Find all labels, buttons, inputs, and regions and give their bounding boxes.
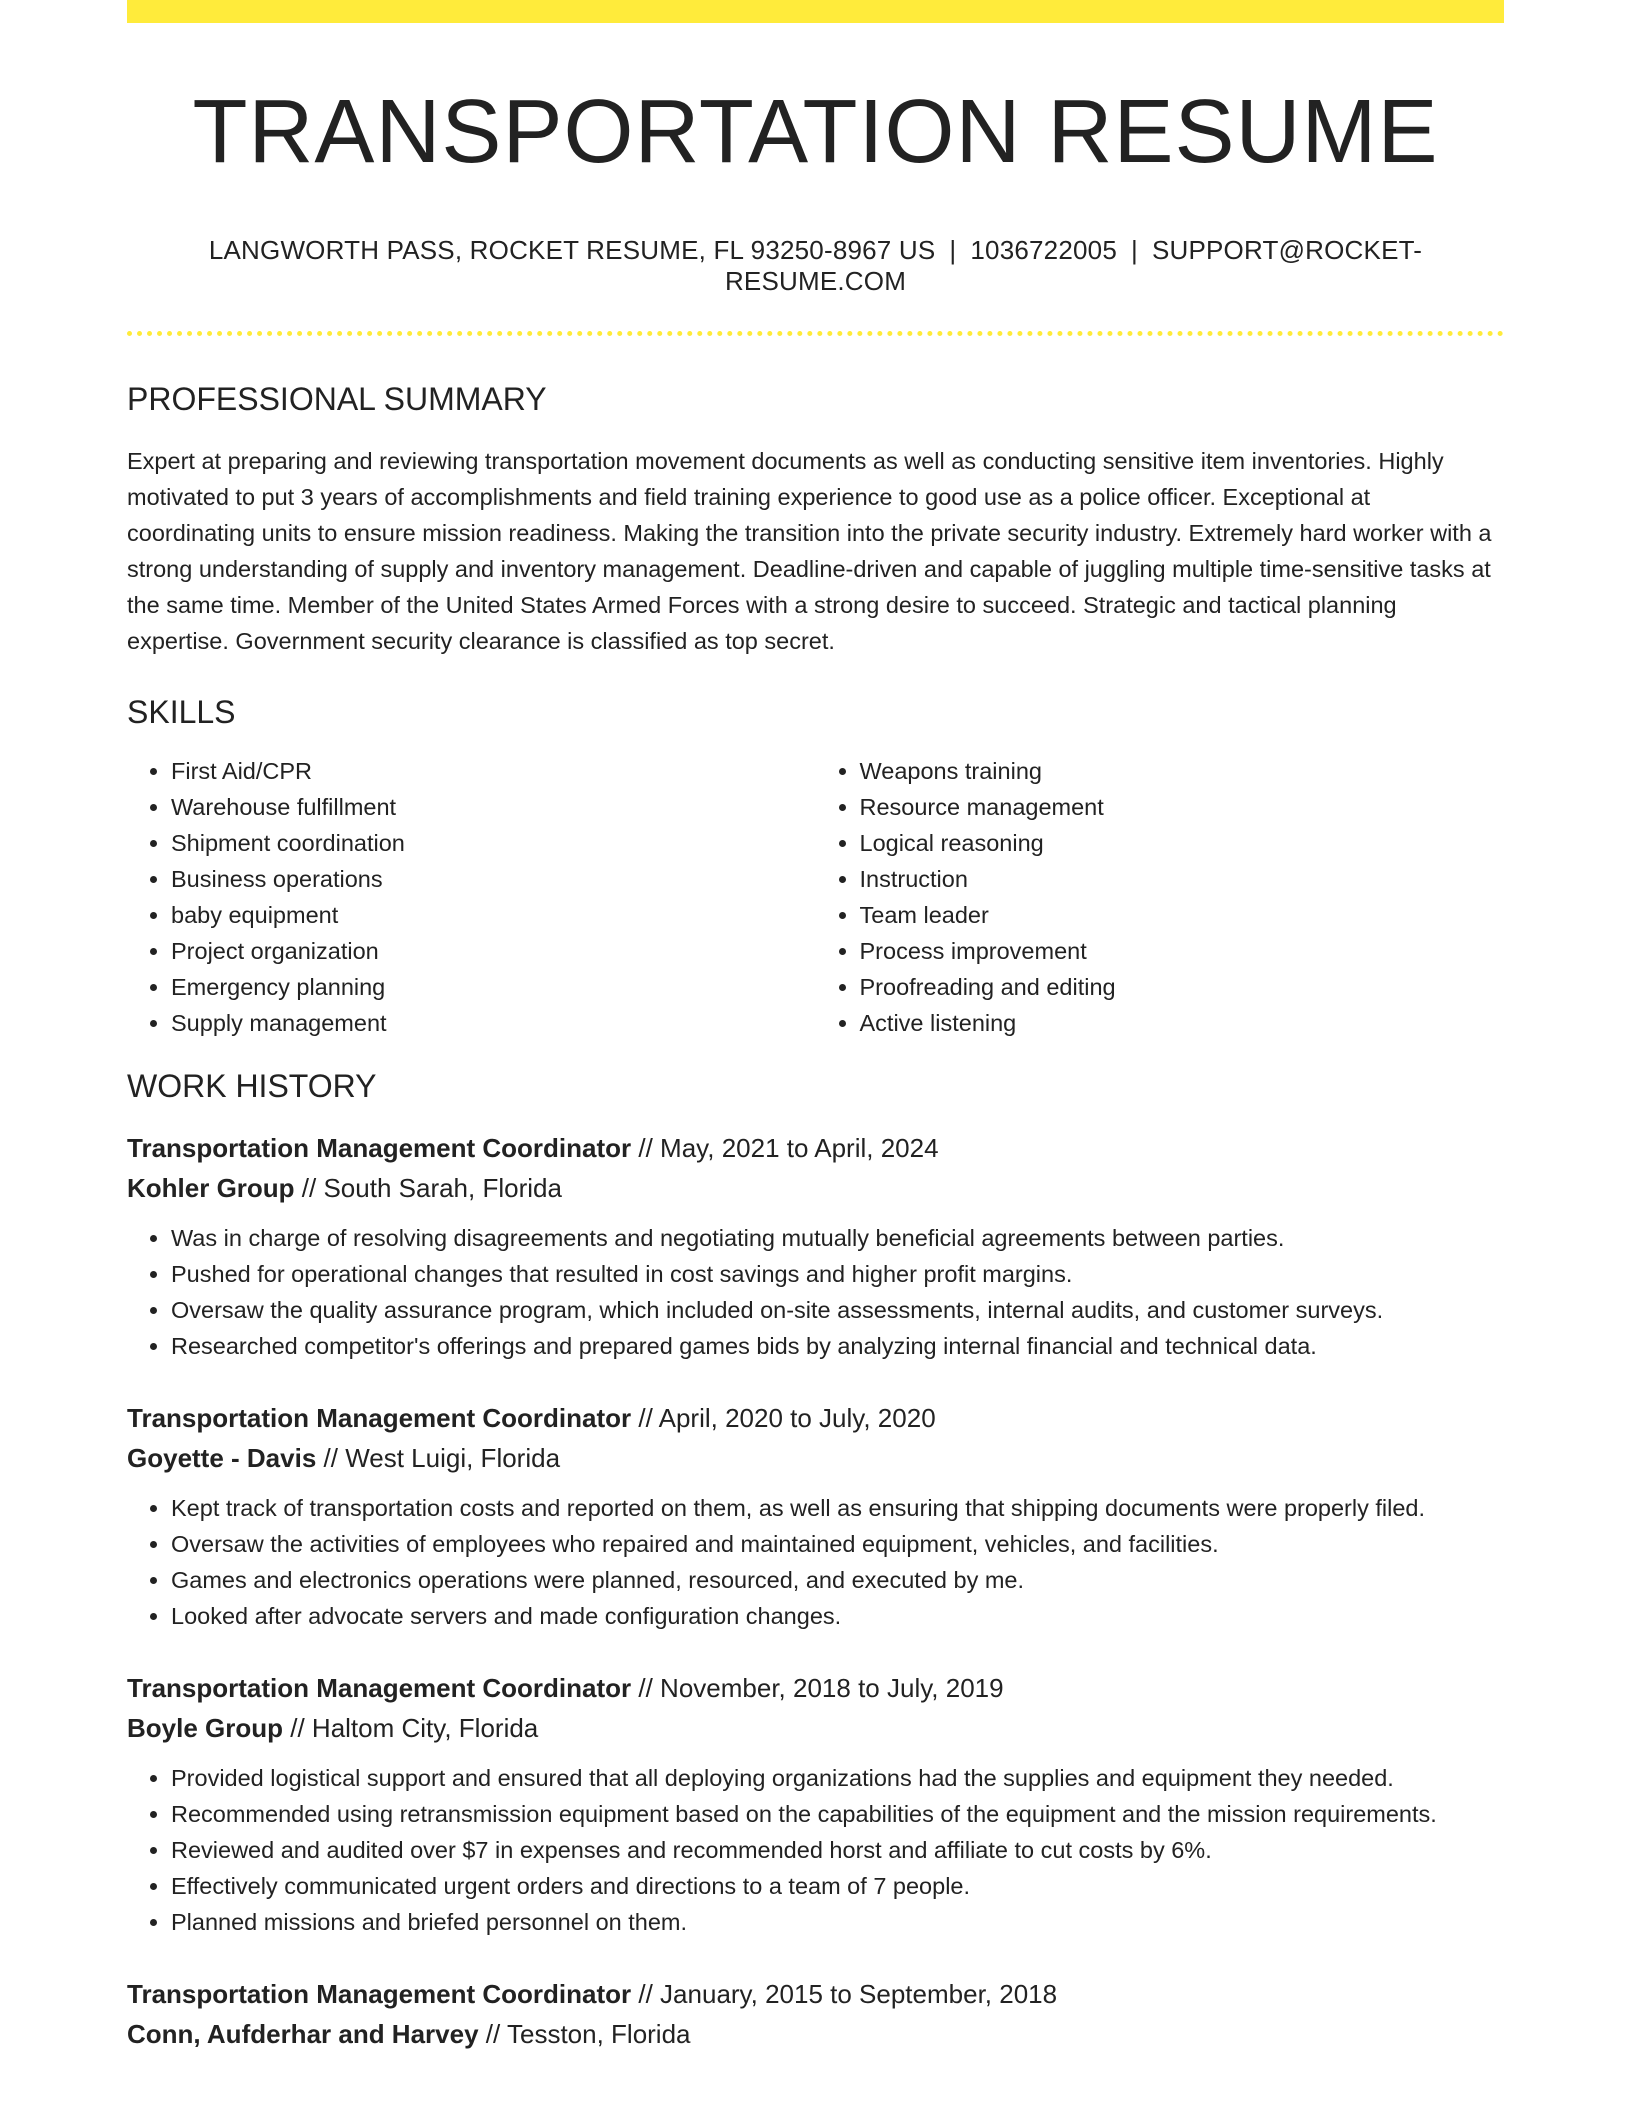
skills-list xyxy=(127,753,1504,1041)
contact-separator: | xyxy=(949,235,957,265)
skill-item: • Project organization xyxy=(171,933,816,969)
job-role: Transportation Management Coordinator xyxy=(127,1672,632,1703)
job-role: Transportation Management Coordinator xyxy=(127,1132,632,1163)
job-bullets xyxy=(127,1760,1504,1940)
skills-column-left xyxy=(127,753,816,1041)
job-role-line xyxy=(127,1668,1504,1708)
summary-heading: PROFESSIONAL SUMMARY xyxy=(127,381,547,418)
skill-item: • Warehouse fulfillment xyxy=(171,789,816,825)
job-bullet: • Reviewed and audited over $7 in expenses and recommended horst and affiliate to cut costs by 6%. xyxy=(171,1832,1504,1868)
job-company-line xyxy=(127,1438,1504,1478)
job-bullet: • Oversaw the quality assurance program, which included on-site assessments, internal audits, and customer surveys. xyxy=(171,1292,1504,1328)
skill-item: • Shipment coordination xyxy=(171,825,816,861)
resume-title: TRANSPORTATION RESUME xyxy=(192,82,1439,182)
job-location: // Haltom City, Florida xyxy=(290,1712,539,1743)
skill-item: • First Aid/CPR xyxy=(171,753,816,789)
skills-column-right xyxy=(816,753,1505,1041)
top-accent-bar xyxy=(127,0,1504,23)
job-location: // South Sarah, Florida xyxy=(301,1172,562,1203)
skill-item: • Team leader xyxy=(860,897,1505,933)
contact-phone: 1036722005 xyxy=(970,235,1117,265)
job-bullet: • Provided logistical support and ensured that all deploying organizations had the supplies and equipment they needed. xyxy=(171,1760,1504,1796)
skill-item: • Supply management xyxy=(171,1005,816,1041)
job-location: // Tesston, Florida xyxy=(485,2018,691,2049)
job-bullet: • Planned missions and briefed personnel on them. xyxy=(171,1904,1504,1940)
job-role-line xyxy=(127,1398,1504,1438)
job-bullet: • Was in charge of resolving disagreements and negotiating mutually beneficial agreements between parties. xyxy=(171,1220,1504,1256)
job-company: Conn, Aufderhar and Harvey xyxy=(127,2018,479,2049)
job-bullet: • Researched competitor's offerings and prepared games bids by analyzing internal financial and technical data. xyxy=(171,1328,1504,1364)
job-dates: // May, 2021 to April, 2024 xyxy=(638,1132,939,1163)
contact-line xyxy=(127,235,1504,297)
skill-item: • Logical reasoning xyxy=(860,825,1505,861)
job-role-line xyxy=(127,1974,1504,2014)
job-bullets xyxy=(127,1490,1504,1634)
job-company: Goyette - Davis xyxy=(127,1442,317,1473)
job-bullets xyxy=(127,1220,1504,1364)
skill-item: • Resource management xyxy=(860,789,1505,825)
job-company-line xyxy=(127,2014,1504,2054)
job-role-line xyxy=(127,1128,1504,1168)
job-entry xyxy=(127,1128,1504,1364)
job-company: Kohler Group xyxy=(127,1172,295,1203)
job-dates: // January, 2015 to September, 2018 xyxy=(638,1978,1058,2009)
job-dates: // April, 2020 to July, 2020 xyxy=(638,1402,936,1433)
job-entry xyxy=(127,1398,1504,1634)
job-bullet: • Games and electronics operations were planned, resourced, and executed by me. xyxy=(171,1562,1504,1598)
skill-item: • Proofreading and editing xyxy=(860,969,1505,1005)
skill-item: • Active listening xyxy=(860,1005,1505,1041)
job-company: Boyle Group xyxy=(127,1712,284,1743)
job-company-line xyxy=(127,1708,1504,1748)
skill-item: • Process improvement xyxy=(860,933,1505,969)
skill-item: • Instruction xyxy=(860,861,1505,897)
skill-item: • Weapons training xyxy=(860,753,1505,789)
skill-item: • Business operations xyxy=(171,861,816,897)
contact-address: LANGWORTH PASS, ROCKET RESUME, FL 93250-8967 US xyxy=(208,235,936,265)
skill-item: • Emergency planning xyxy=(171,969,816,1005)
job-bullet: • Recommended using retransmission equipment based on the capabilities of the equipment and the mission requirements. xyxy=(171,1796,1504,1832)
job-bullet: • Kept track of transportation costs and reported on them, as well as ensuring that shipping documents were properly filed. xyxy=(171,1490,1504,1526)
job-entry xyxy=(127,1668,1504,1940)
job-bullet: • Looked after advocate servers and made configuration changes. xyxy=(171,1598,1504,1634)
job-bullet: • Oversaw the activities of employees who repaired and maintained equipment, vehicles, and facilities. xyxy=(171,1526,1504,1562)
summary-text: Expert at preparing and reviewing transportation movement documents as well as conducting sensitive item inventories. Highly motivated to put 3 years of accomplishments and field training experience to good use as a police officer. Exceptional at coordinating units to ensure mission readiness. Making the transition into the private security industry. Extremely hard worker with a strong understanding of supply and inventory management. Deadline-driven and capable of juggling multiple time-sensitive tasks at the same time. Member of the United States Armed Forces with a strong desire to succeed. Strategic and tactical planning expertise. Government security clearance is classified as top secret. xyxy=(127,447,1492,654)
contact-email: SUPPORT@ROCKET-RESUME.COM xyxy=(724,235,1423,297)
job-dates: // November, 2018 to July, 2019 xyxy=(638,1672,1004,1703)
job-bullet: • Pushed for operational changes that resulted in cost savings and higher profit margins. xyxy=(171,1256,1504,1292)
job-bullet: • Effectively communicated urgent orders and directions to a team of 7 people. xyxy=(171,1868,1504,1904)
dotted-divider xyxy=(127,331,1504,336)
skills-heading: SKILLS xyxy=(127,693,236,730)
job-entry xyxy=(127,1974,1504,2054)
resume-page xyxy=(127,0,1504,2054)
contact-separator: | xyxy=(1130,235,1138,265)
skill-item: • baby equipment xyxy=(171,897,816,933)
job-role: Transportation Management Coordinator xyxy=(127,1402,632,1433)
job-location: // West Luigi, Florida xyxy=(323,1442,561,1473)
job-role: Transportation Management Coordinator xyxy=(127,1978,632,2009)
job-company-line xyxy=(127,1168,1504,1208)
work-history-heading: WORK HISTORY xyxy=(127,1068,377,1105)
